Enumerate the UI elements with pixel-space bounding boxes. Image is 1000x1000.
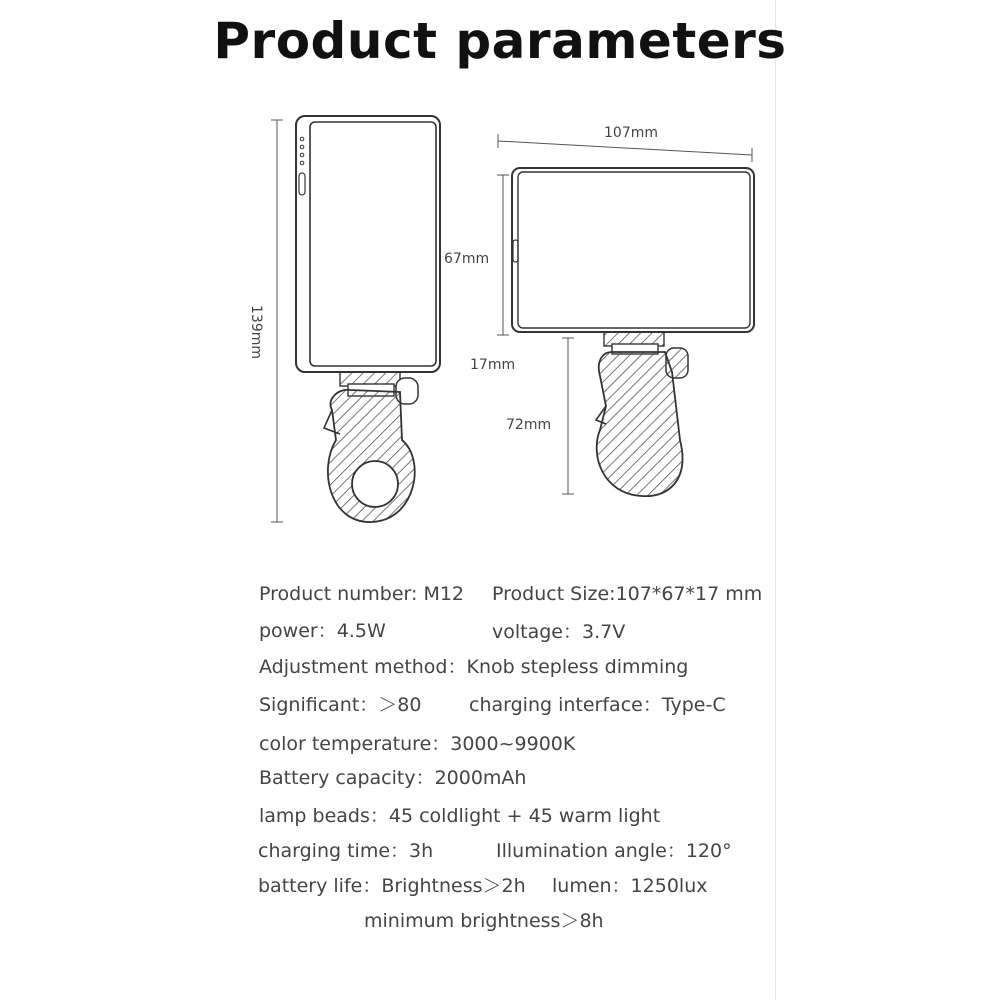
- spec-battery-capacity: Battery capacity：2000mAh: [259, 767, 527, 789]
- spec-product-size: Product Size:107*67*17 mm: [492, 583, 763, 605]
- spec-lumen: lumen：1250lux: [552, 875, 708, 897]
- dim-height-panel: 67mm: [444, 251, 490, 267]
- spec-charging-interface: charging interface：Type-C: [469, 694, 726, 716]
- spec-lamp-beads: lamp beads：45 coldlight + 45 warm light: [259, 805, 661, 827]
- spec-color-temperature: color temperature：3000~9900K: [259, 733, 576, 755]
- spec-significant: Significant：＞80: [259, 694, 422, 716]
- side-view: [444, 125, 754, 496]
- front-view: [248, 116, 440, 522]
- spec-battery-life: battery life：Brightness＞2h: [258, 875, 526, 897]
- spec-charging-time: charging time：3h: [258, 840, 434, 862]
- spec-voltage: voltage：3.7V: [492, 621, 626, 643]
- spec-product-number: Product number: M12: [259, 583, 465, 605]
- spec-adjustment-method: Adjustment method：Knob stepless dimming: [259, 656, 689, 678]
- spec-minimum-brightness: minimum brightness＞8h: [364, 910, 604, 932]
- spec-illumination-angle: Illumination angle：120°: [496, 840, 732, 862]
- dim-clip-height: 72mm: [506, 417, 552, 433]
- dim-thickness: 17mm: [470, 357, 516, 373]
- page-title: Product parameters: [213, 12, 787, 70]
- dim-width: 107mm: [604, 125, 658, 141]
- spec-power: power：4.5W: [259, 620, 386, 642]
- dim-height-total: 139mm: [248, 305, 264, 359]
